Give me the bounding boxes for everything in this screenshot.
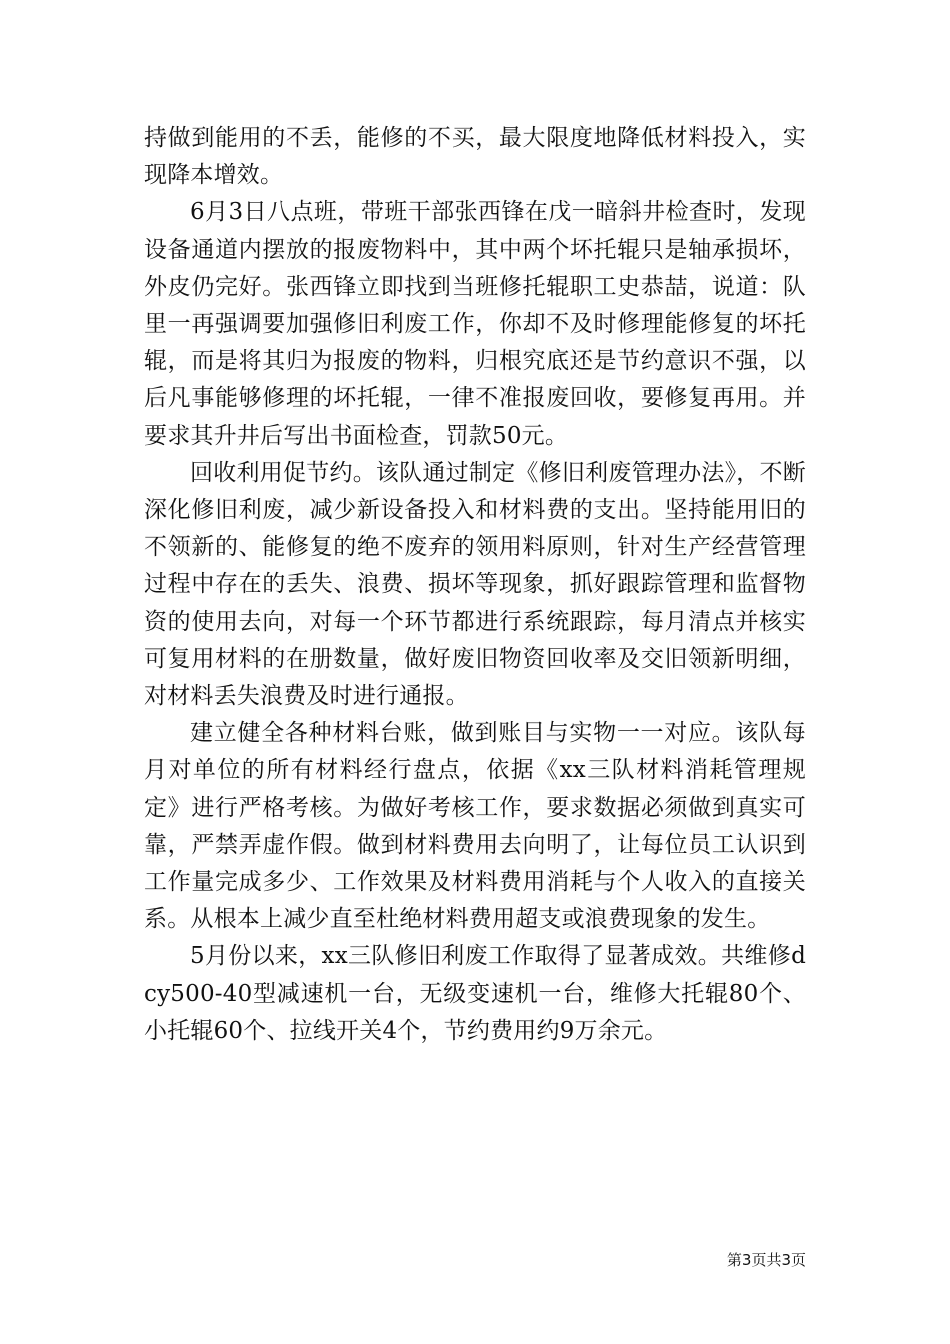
document-body xyxy=(144,120,806,1050)
paragraph-incident: 6月3日八点班，带班干部张西锋在戊一暗斜井检查时，发现设备通道内摆放的报废物料中，其中两个坏托辊只是轴承损坏，外皮仍完好。张西锋立即找到当班修托辊职工史恭喆，说道：队里一再强调要加强修旧利废工作，你却不及时修理能修复的坏托辊，而是将其归为报废的物料，归根究底还是节约意识不强，以后凡事能够修理的坏托辊，一律不准报废回收，要修复再用。并要求其升井后写出书面检查，罚款50元。 xyxy=(144,199,806,449)
paragraph-results: 5月份以来，xx三队修旧利废工作取得了显著成效。共维修dcy500-40型减速机一台，无级变速机一台，维修大托辊80个、小托辊60个、拉线开关4个，节约费用约9万余元。 xyxy=(144,943,806,1044)
page-number: 第3页共3页 xyxy=(726,1251,806,1269)
paragraph-recycling: 回收利用促节约。该队通过制定《修旧利废管理办法》，不断深化修旧利废，减少新设备投入和材料费的支出。坚持能用旧的不领新的、能修复的绝不废弃的领用料原则，针对生产经营管理过程中存在的丢失、浪费、损坏等现象，抓好跟踪管理和监督物资的使用去向，对每一个环节都进行系统跟踪，每月清点并核实可复用材料的在册数量，做好废旧物资回收率及交旧领新明细，对材料丢失浪费及时进行通报。 xyxy=(144,459,806,710)
paragraph-ledger: 建立健全各种材料台账，做到账目与实物一一对应。该队每月对单位的所有材料经行盘点，依据《xx三队材料消耗管理规定》进行严格考核。为做好考核工作，要求数据必须做到真实可靠，严禁弄虚作假。做到材料费用去向明了，让每位员工认识到工作量完成多少、工作效果及材料费用消耗与个人收入的直接关系。从根本上减少直至杜绝材料费用超支或浪费现象的发生。 xyxy=(144,720,806,933)
paragraph-continuation: 持做到能用的不丢，能修的不买，最大限度地降低材料投入，实现降本增效。 xyxy=(144,125,806,189)
